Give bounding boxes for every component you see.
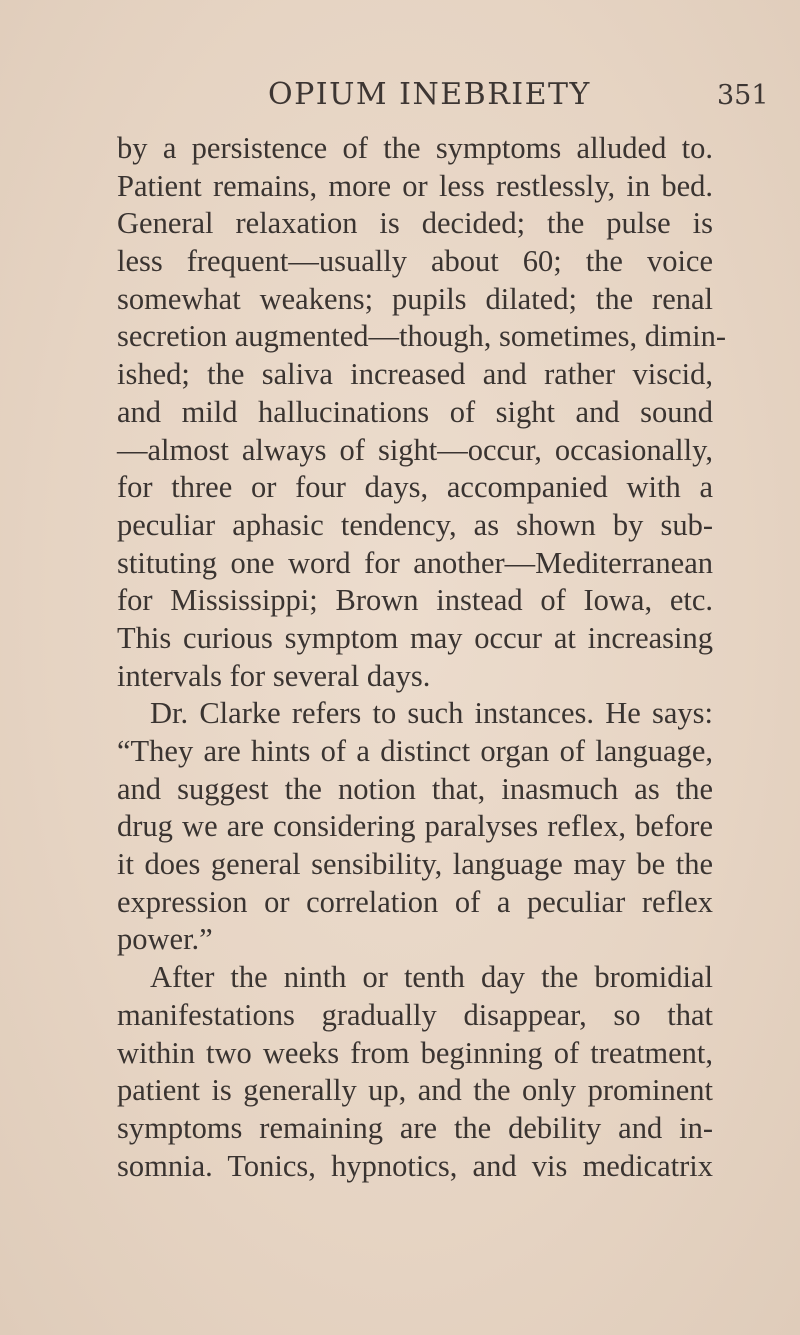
text-line: somewhat weakens; pupils dilated; the renal	[117, 281, 713, 316]
text-line: it does general sensibility, language may be the	[117, 847, 713, 882]
text-line: for Mississippi; Brown instead of Iowa, etc.	[117, 583, 713, 618]
text-line: peculiar aphasic tendency, as shown by sub-	[117, 507, 713, 542]
text-line: This curious symptom may occur at increasing	[117, 620, 713, 655]
text-line: and suggest the notion that, inasmuch as the	[117, 771, 713, 806]
text-line: within two weeks from beginning of treatment,	[117, 1035, 713, 1070]
text-line: and mild hallucinations of sight and sound	[117, 394, 713, 429]
text-line: Patient remains, more or less restlessly, in bed.	[117, 168, 713, 203]
text-line: drug we are considering paralyses reflex, before	[117, 809, 713, 844]
paragraph-end-line: intervals for several days.	[117, 658, 431, 693]
body-text	[117, 130, 727, 1185]
text-line: “They are hints of a distinct organ of language,	[117, 734, 713, 768]
text-line: secretion augmented—though, sometimes, dimin-	[117, 319, 727, 354]
text-line: less frequent—usually about 60; the voice	[117, 244, 713, 279]
text-line: for three or four days, accompanied with a	[117, 470, 713, 505]
paragraph-start-line: After the ninth or tenth day the bromidial	[150, 960, 713, 995]
text-line: somnia. Tonics, hypnotics, and vis medicatrix	[117, 1148, 713, 1183]
text-line: manifestations gradually disappear, so that	[117, 997, 713, 1032]
text-line: General relaxation is decided; the pulse is	[117, 206, 713, 241]
running-head	[0, 77, 800, 117]
page-number: 351	[717, 80, 769, 111]
text-line: ished; the saliva increased and rather viscid,	[117, 357, 713, 392]
text-line: by a persistence of the symptoms alluded to.	[117, 131, 713, 165]
text-line: symptoms remaining are the debility and in-	[117, 1110, 713, 1145]
text-line: expression or correlation of a peculiar reflex	[117, 884, 713, 919]
paragraph-start-line: Dr. Clarke refers to such instances. He says:	[150, 696, 713, 731]
running-title: OPIUM INEBRIETY	[268, 77, 591, 112]
text-line: patient is generally up, and the only prominent	[117, 1073, 713, 1108]
text-line: —almost always of sight—occur, occasionally,	[117, 432, 713, 467]
paragraph-end-line: power.”	[117, 922, 213, 957]
text-line: stituting one word for another—Mediterranean	[117, 545, 713, 580]
